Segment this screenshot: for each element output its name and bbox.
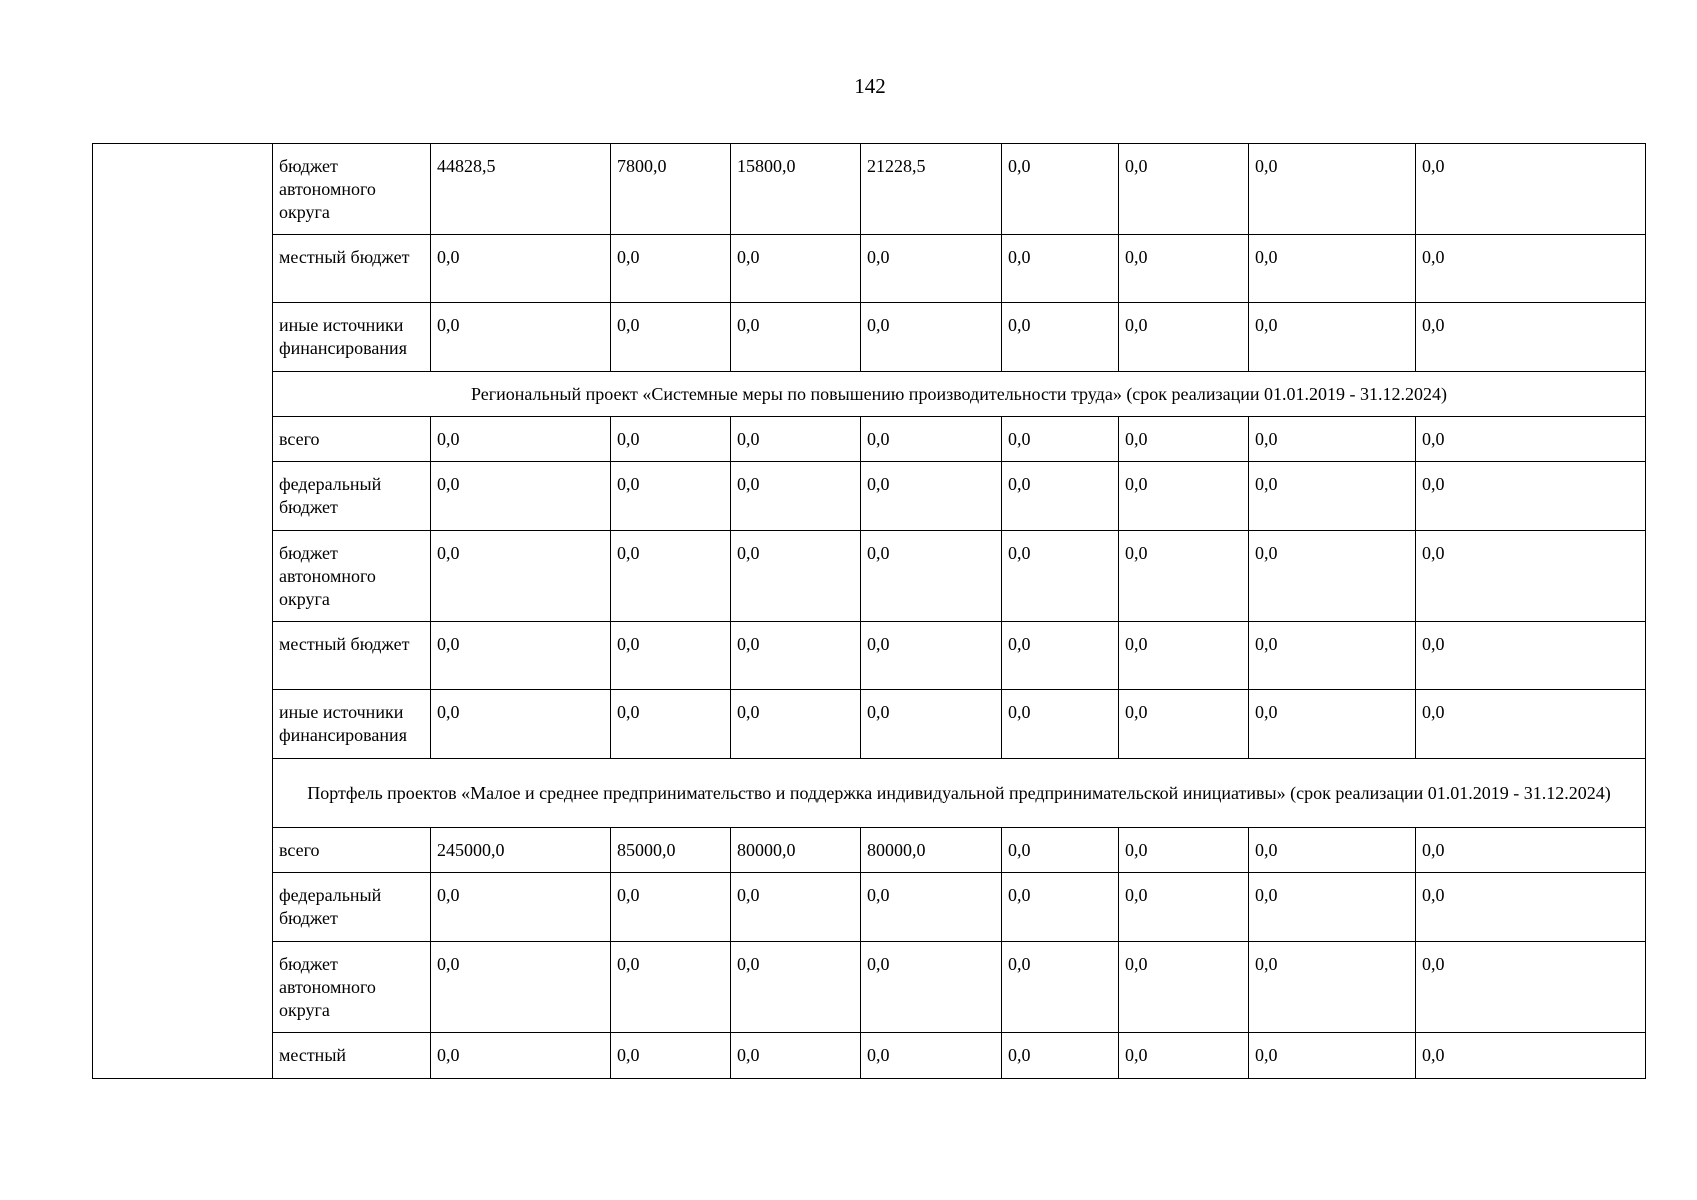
value-cell: 0,0 [1119,235,1249,303]
value-cell: 15800,0 [731,144,861,235]
value-cell: 0,0 [1249,531,1416,622]
value-cell: 21228,5 [861,144,1002,235]
value-cell: 0,0 [861,462,1002,531]
value-cell: 0,0 [1416,531,1646,622]
budget-table [92,143,1646,1079]
value-cell: 0,0 [611,1033,731,1079]
value-cell: 0,0 [1249,235,1416,303]
value-cell: 0,0 [611,303,731,372]
value-cell: 0,0 [861,531,1002,622]
value-cell: 7800,0 [611,144,731,235]
value-cell: 44828,5 [431,144,611,235]
value-cell: 0,0 [1002,622,1119,690]
value-cell: 0,0 [431,417,611,462]
value-cell: 0,0 [1249,873,1416,942]
table-row [93,417,1646,462]
value-cell: 0,0 [1416,144,1646,235]
section-row [93,372,1646,417]
page-number: 142 [854,74,886,98]
table-row [93,531,1646,622]
value-cell: 0,0 [1249,1033,1416,1079]
value-cell: 0,0 [1416,462,1646,531]
value-cell: 0,0 [731,622,861,690]
value-cell: 0,0 [861,942,1002,1033]
value-cell: 0,0 [431,873,611,942]
value-cell: 0,0 [431,303,611,372]
value-cell: 0,0 [1416,303,1646,372]
value-cell: 0,0 [731,1033,861,1079]
value-cell: 0,0 [861,873,1002,942]
table-row [93,144,1646,235]
value-cell: 0,0 [1119,462,1249,531]
value-cell: 0,0 [1119,144,1249,235]
value-cell: 0,0 [1249,690,1416,759]
value-cell: 0,0 [1119,690,1249,759]
value-cell: 0,0 [611,942,731,1033]
value-cell: 0,0 [1416,235,1646,303]
value-cell: 0,0 [731,690,861,759]
value-cell: 0,0 [1119,622,1249,690]
row-label: иные источники финансирования [273,690,431,759]
section-title: Портфель проектов «Малое и среднее предпринимательство и поддержка индивидуальной предпринимательской инициативы» (срок реализации 01.01.2019 - 31.12.2024) [273,759,1646,828]
row-label: иные источники финансирования [273,303,431,372]
value-cell: 0,0 [1249,622,1416,690]
value-cell: 0,0 [1249,144,1416,235]
value-cell: 0,0 [431,622,611,690]
merged-blank-cell [93,144,273,1079]
value-cell: 245000,0 [431,828,611,873]
value-cell: 0,0 [431,1033,611,1079]
value-cell: 0,0 [611,873,731,942]
value-cell: 0,0 [731,531,861,622]
value-cell: 0,0 [1416,828,1646,873]
value-cell: 0,0 [1416,1033,1646,1079]
value-cell: 80000,0 [731,828,861,873]
value-cell: 0,0 [1002,690,1119,759]
value-cell: 0,0 [611,235,731,303]
value-cell: 0,0 [861,1033,1002,1079]
value-cell: 0,0 [1002,531,1119,622]
value-cell: 0,0 [1416,690,1646,759]
value-cell: 0,0 [1249,417,1416,462]
value-cell: 0,0 [1002,235,1119,303]
row-label: всего [273,417,431,462]
value-cell: 0,0 [1119,303,1249,372]
value-cell: 0,0 [861,690,1002,759]
value-cell: 0,0 [1002,417,1119,462]
value-cell: 0,0 [861,417,1002,462]
value-cell: 0,0 [611,690,731,759]
value-cell: 0,0 [611,417,731,462]
value-cell: 0,0 [861,622,1002,690]
value-cell: 0,0 [1416,417,1646,462]
value-cell: 0,0 [731,462,861,531]
table-row [93,828,1646,873]
value-cell: 0,0 [731,235,861,303]
row-label: всего [273,828,431,873]
row-label: бюджет автономного округа [273,531,431,622]
value-cell: 0,0 [1119,417,1249,462]
table-row [93,690,1646,759]
value-cell: 0,0 [1002,1033,1119,1079]
value-cell: 0,0 [1002,873,1119,942]
value-cell: 0,0 [431,942,611,1033]
table-row [93,1033,1646,1079]
value-cell: 0,0 [1416,942,1646,1033]
row-label: местный бюджет [273,235,431,303]
table-row [93,622,1646,690]
value-cell: 0,0 [1249,942,1416,1033]
table-row [93,235,1646,303]
row-label: местный [273,1033,431,1079]
value-cell: 0,0 [1002,942,1119,1033]
value-cell: 0,0 [431,235,611,303]
value-cell: 0,0 [1416,622,1646,690]
value-cell: 0,0 [1119,873,1249,942]
value-cell: 0,0 [431,462,611,531]
value-cell: 0,0 [1119,942,1249,1033]
table-row [93,873,1646,942]
value-cell: 0,0 [1416,873,1646,942]
table-row [93,462,1646,531]
value-cell: 0,0 [1119,828,1249,873]
value-cell: 0,0 [611,531,731,622]
value-cell: 0,0 [731,303,861,372]
value-cell: 0,0 [431,690,611,759]
table-body [93,144,1646,1079]
value-cell: 80000,0 [861,828,1002,873]
section-row [93,759,1646,828]
table-row [93,942,1646,1033]
section-title: Региональный проект «Системные меры по повышению производительности труда» (срок реализации 01.01.2019 - 31.12.2024) [273,372,1646,417]
value-cell: 0,0 [1002,462,1119,531]
value-cell: 0,0 [861,235,1002,303]
value-cell: 0,0 [861,303,1002,372]
row-label: бюджет автономного округа [273,144,431,235]
row-label: федеральный бюджет [273,873,431,942]
value-cell: 0,0 [611,462,731,531]
value-cell: 85000,0 [611,828,731,873]
value-cell: 0,0 [1119,531,1249,622]
row-label: местный бюджет [273,622,431,690]
row-label: бюджет автономного округа [273,942,431,1033]
value-cell: 0,0 [1249,462,1416,531]
value-cell: 0,0 [1119,1033,1249,1079]
value-cell: 0,0 [1002,828,1119,873]
row-label: федеральный бюджет [273,462,431,531]
value-cell: 0,0 [1249,303,1416,372]
value-cell: 0,0 [1249,828,1416,873]
value-cell: 0,0 [431,531,611,622]
value-cell: 0,0 [1002,303,1119,372]
value-cell: 0,0 [731,873,861,942]
value-cell: 0,0 [731,417,861,462]
value-cell: 0,0 [731,942,861,1033]
table-row [93,303,1646,372]
value-cell: 0,0 [1002,144,1119,235]
value-cell: 0,0 [611,622,731,690]
